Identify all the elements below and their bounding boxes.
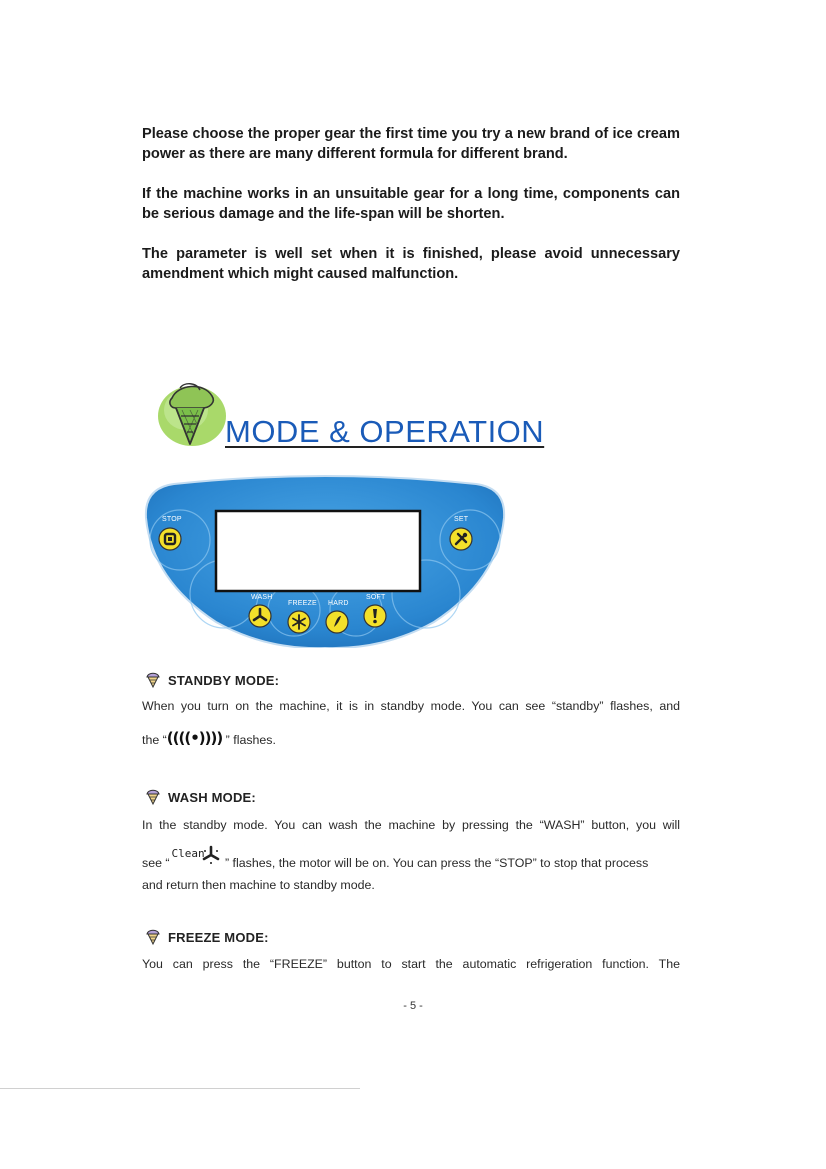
- fan-icon: [202, 845, 220, 865]
- set-label: SET: [454, 516, 469, 523]
- soft-label: SOFT: [366, 594, 386, 601]
- standby-mode-title: STANDBY MODE:: [144, 669, 279, 689]
- heading-title: MODE & OPERATION: [225, 414, 545, 449]
- freeze-mode-title: FREEZE MODE:: [144, 926, 269, 946]
- ice-cream-bullet-icon: [144, 786, 162, 806]
- soft-button[interactable]: [363, 604, 387, 628]
- stop-label: STOP: [162, 516, 182, 523]
- wash-line-3: and return then machine to standby mode.: [142, 878, 375, 892]
- mode-operation-heading: [150, 368, 570, 460]
- hard-button[interactable]: [325, 610, 349, 634]
- wash-label: WASH: [251, 594, 273, 601]
- wash-line-1: In the standby mode. You can wash the machine by pressing the “WASH” button, you will: [142, 818, 680, 832]
- ice-cream-bullet-icon: [144, 926, 162, 946]
- wash-mode-title: WASH MODE:: [144, 786, 256, 806]
- ice-cream-bullet-icon: [144, 669, 162, 689]
- wash-button[interactable]: [248, 604, 272, 628]
- page-number: - 5 -: [403, 1000, 423, 1012]
- ice-cream-cone-icon: [150, 368, 226, 450]
- standby-wave-symbol: ((((•)))): [166, 729, 223, 747]
- stop-button[interactable]: [158, 527, 182, 551]
- standby-line-1: When you turn on the machine, it is in standby mode. You can see “standby” flashes, and: [142, 699, 680, 713]
- intro-paragraph-unsuitable-gear: If the machine works in an unsuitable gear for a long time, components can be serious damage and the life-span will be shorten.: [142, 186, 680, 222]
- intro-paragraph-gear: Please choose the proper gear the first time you try a new brand of ice cream power as there are many different formula for different brand.: [142, 126, 680, 162]
- freeze-line-1: You can press the “FREEZE” button to start the automatic refrigeration function. The: [142, 957, 680, 971]
- control-panel-illustration: [144, 470, 506, 648]
- clean-symbol: Clean: [170, 851, 222, 871]
- hard-label: HARD: [328, 600, 349, 607]
- wash-line-2: see “ Clean ” flashes, the motor will be on. You can press the “STOP” to stop that process: [142, 847, 649, 870]
- freeze-button[interactable]: [287, 610, 311, 634]
- freeze-label: FREEZE: [288, 600, 317, 607]
- standby-line-2: the “((((•)))) ” flashes.: [142, 729, 276, 747]
- scan-artifact-line: [0, 1088, 360, 1089]
- intro-paragraph-parameter: The parameter is well set when it is finished, please avoid unnecessary amendment which might caused malfunction.: [142, 246, 680, 282]
- set-button[interactable]: [449, 527, 473, 551]
